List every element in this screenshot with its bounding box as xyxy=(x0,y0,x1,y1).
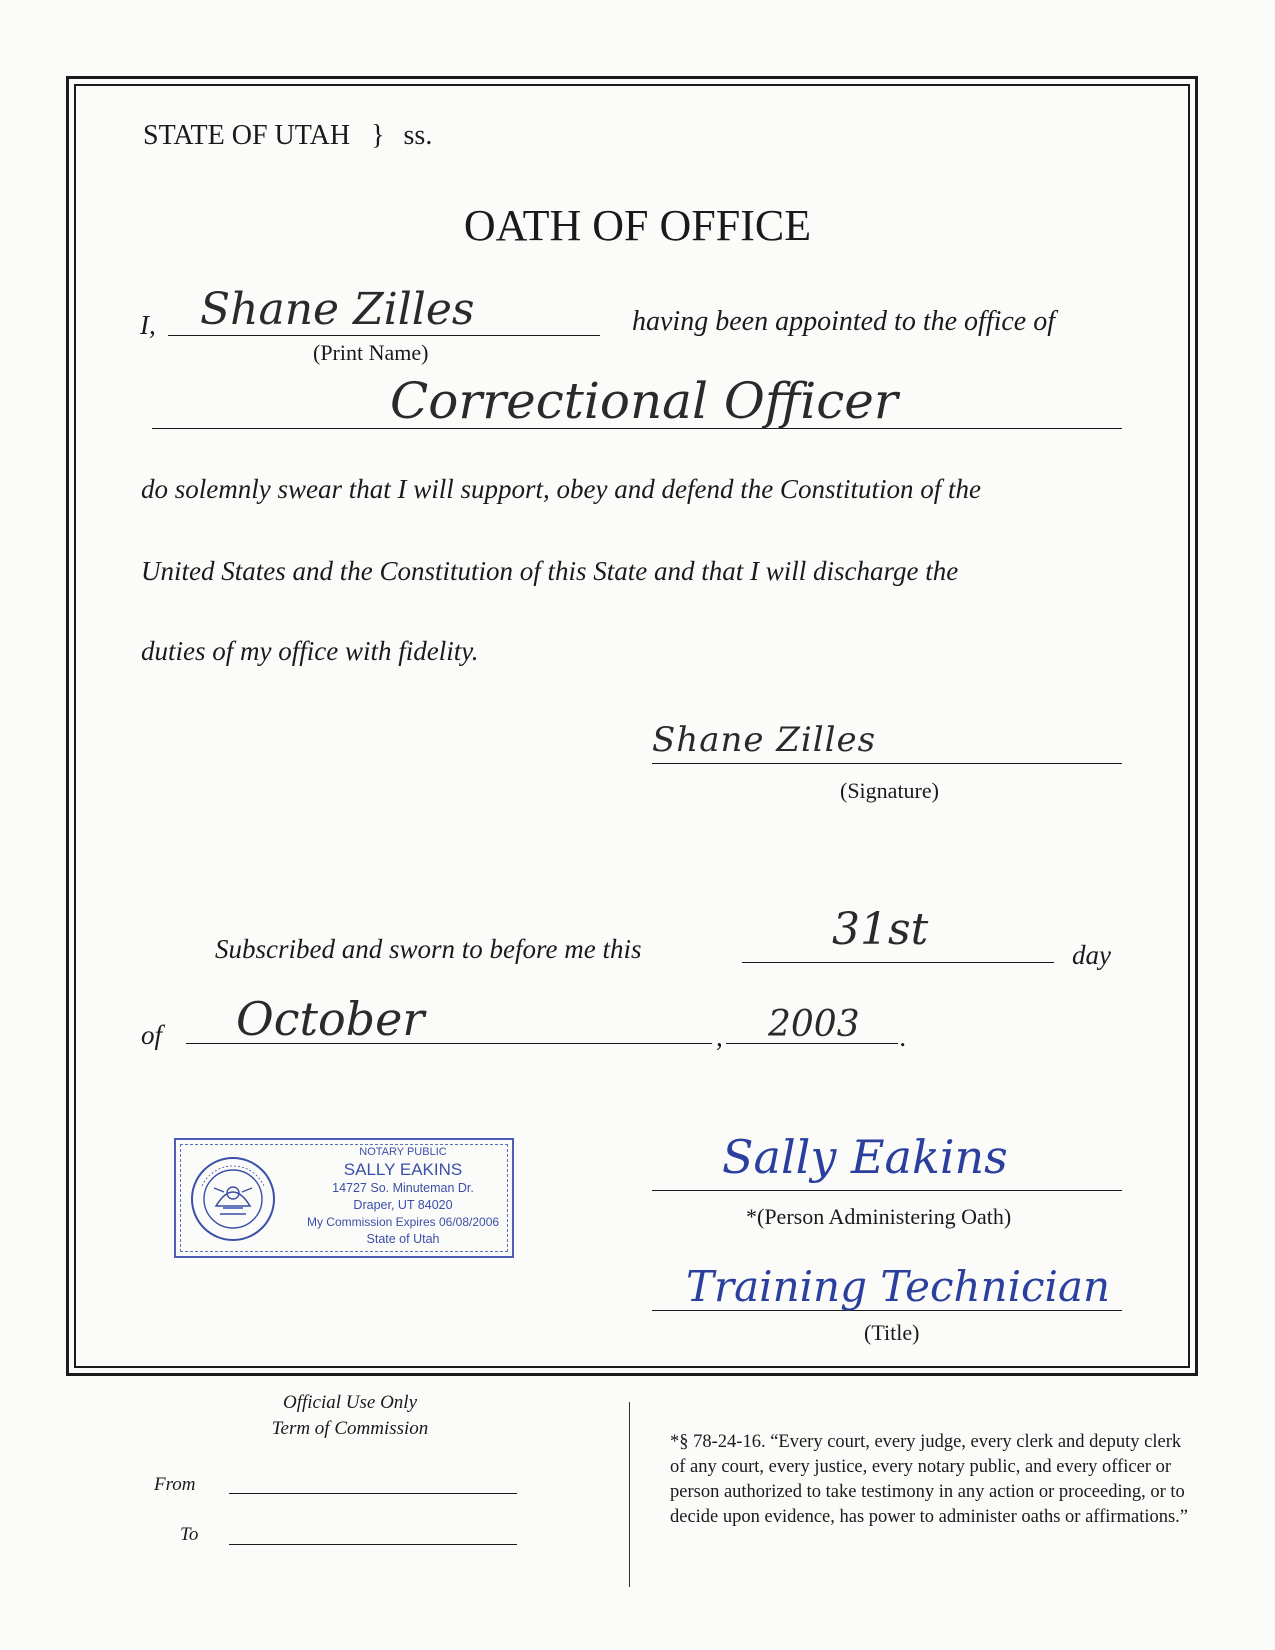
signature-line xyxy=(652,763,1122,764)
day-line xyxy=(742,962,1054,963)
print-name-caption: (Print Name) xyxy=(313,340,429,365)
title-caption: (Title) xyxy=(864,1320,920,1345)
to-line xyxy=(229,1544,517,1545)
stamp-address: 14727 So. Minuteman Dr. xyxy=(332,1181,474,1195)
notary-stamp xyxy=(174,1138,514,1258)
sworn-text: Subscribed and sworn to before me this xyxy=(215,934,642,964)
i-prefix: I, xyxy=(140,310,156,340)
comma: , xyxy=(716,1022,723,1052)
from-line xyxy=(229,1493,517,1494)
month-value: October xyxy=(236,992,425,1046)
ss-label: ss. xyxy=(403,120,433,151)
state-label: STATE OF UTAH xyxy=(143,120,351,151)
administrator-caption: *(Person Administering Oath) xyxy=(746,1204,1012,1229)
to-label: To xyxy=(180,1524,199,1545)
term-of-commission-heading: Term of Commission xyxy=(271,1418,429,1439)
administrator-title: Training Technician xyxy=(686,1262,1111,1311)
oath-body-line-3: duties of my office with fidelity. xyxy=(141,636,479,666)
administrator-signature: Sally Eakins xyxy=(722,1130,1008,1184)
appointed-text: having been appointed to the office of xyxy=(632,306,1056,337)
day-value: 31st xyxy=(832,904,929,955)
of-label: of xyxy=(141,1020,163,1050)
page-title: OATH OF OFFICE xyxy=(463,201,812,250)
signature-caption: (Signature) xyxy=(840,778,939,803)
period: . xyxy=(900,1022,907,1052)
stamp-city: Draper, UT 84020 xyxy=(353,1198,453,1212)
administrator-signature-line xyxy=(652,1190,1122,1191)
stamp-state: State of Utah xyxy=(366,1232,440,1246)
footer-divider xyxy=(629,1402,630,1587)
stamp-notary-name: SALLY EAKINS xyxy=(343,1160,463,1179)
venue-header xyxy=(143,120,432,152)
official-use-heading: Official Use Only xyxy=(282,1392,418,1413)
stamp-commission-expiry: My Commission Expires 06/08/2006 xyxy=(306,1215,500,1229)
day-suffix: day xyxy=(1072,940,1111,970)
name-line xyxy=(168,335,600,336)
oath-body-line-2: United States and the Constitution of this State and that I will discharge the xyxy=(141,556,959,586)
statute-note: *§ 78-24-16. “Every court, every judge, every clerk and deputy clerk of any court, every justice, every notary public, and every officer or person authorized to take testimony in any action or proceeding, or to decide upon evidence, has power to administer oaths or affirmations.” xyxy=(670,1432,1189,1527)
brace: } xyxy=(371,120,385,151)
year-value: 2003 xyxy=(768,1004,860,1045)
signature: Shane Zilles xyxy=(652,720,877,760)
from-label: From xyxy=(154,1474,196,1495)
office-title: Correctional Officer xyxy=(390,372,898,430)
printed-name: Shane Zilles xyxy=(200,284,475,335)
stamp-notary-label: NOTARY PUBLIC xyxy=(359,1146,447,1158)
oath-body-line-1: do solemnly swear that I will support, obey and defend the Constitution of the xyxy=(141,474,981,504)
state-seal-icon xyxy=(190,1156,276,1242)
